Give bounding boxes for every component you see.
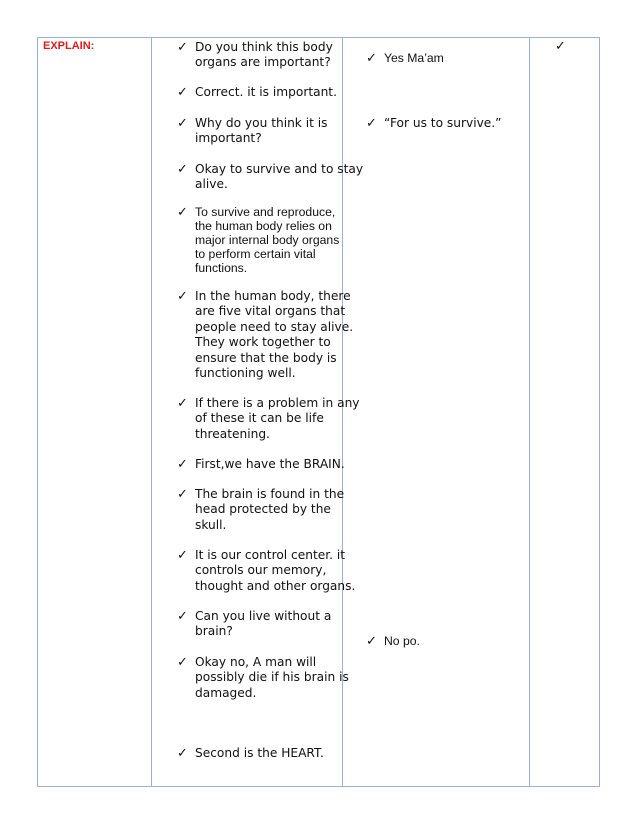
teacher-item [177, 85, 337, 100]
lesson-table [37, 37, 600, 787]
teacher-item [177, 609, 331, 640]
check-icon: ✓ [177, 487, 188, 502]
teacher-item [177, 116, 328, 147]
teacher-text: Why do you think it is important? [195, 116, 328, 146]
teacher-item [177, 396, 360, 442]
teacher-text: Do you think this body organs are important? [195, 40, 333, 70]
teacher-text: The brain is found in the head protected by the skull. [195, 487, 345, 532]
teacher-item [177, 205, 339, 275]
teacher-item [177, 655, 349, 701]
teacher-text: First,we have the BRAIN. [195, 457, 345, 471]
check-icon: ✓ [177, 116, 188, 131]
teacher-text: In the human body, there are five vital organs that people need to stay alive. They work together to ensure that the body is functioning well. [195, 289, 354, 381]
teacher-text: If there is a problem in any of these it can be life threatening. [195, 396, 360, 441]
column-divider-1 [151, 38, 152, 786]
column-divider-3 [529, 38, 530, 786]
teacher-text: Okay to survive and to stay alive. [195, 162, 364, 192]
section-label: EXPLAIN: [43, 40, 95, 52]
teacher-text: Can you live without a brain? [195, 609, 332, 639]
teacher-text: Correct. it is important. [195, 85, 337, 99]
teacher-text: To survive and reproduce, the human body relies on major internal body organs to perform certain vital functions. [195, 205, 340, 275]
student-text: No po. [384, 634, 420, 648]
check-icon: ✓ [555, 39, 566, 54]
student-text: “For us to survive.” [384, 116, 502, 130]
teacher-item [177, 289, 353, 381]
student-item [366, 51, 444, 66]
student-item [366, 634, 420, 649]
check-icon: ✓ [177, 162, 188, 177]
check-icon: ✓ [366, 51, 377, 66]
check-icon: ✓ [177, 746, 188, 761]
check-icon: ✓ [177, 609, 188, 624]
teacher-item [177, 746, 324, 761]
check-icon: ✓ [177, 396, 188, 411]
student-text: Yes Ma’am [384, 51, 444, 65]
teacher-text: Okay no, A man will possibly die if his brain is damaged. [195, 655, 349, 700]
teacher-item [177, 457, 345, 472]
student-item [366, 116, 502, 131]
check-icon: ✓ [177, 548, 188, 563]
teacher-item [177, 487, 344, 533]
check-icon: ✓ [177, 205, 188, 220]
check-icon: ✓ [177, 85, 188, 100]
teacher-item [177, 40, 333, 71]
check-icon: ✓ [177, 40, 188, 55]
teacher-text: Second is the HEART. [195, 746, 324, 760]
check-icon: ✓ [177, 289, 188, 304]
check-icon: ✓ [366, 116, 377, 131]
check-icon: ✓ [366, 634, 377, 649]
teacher-item [177, 162, 363, 193]
teacher-item [177, 548, 355, 594]
teacher-text: It is our control center. it controls our memory, thought and other organs. [195, 548, 356, 593]
check-icon: ✓ [177, 655, 188, 670]
check-icon: ✓ [177, 457, 188, 472]
